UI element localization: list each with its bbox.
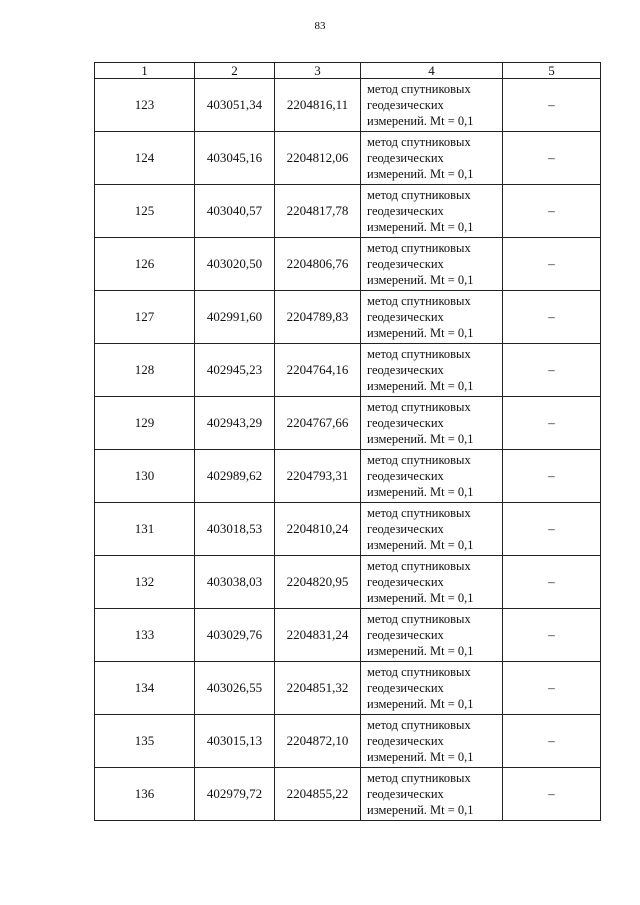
method-line: геодезических — [367, 628, 444, 642]
method-line: метод спутниковых — [367, 241, 471, 255]
y-coordinate-cell: 2204810,24 — [275, 503, 361, 556]
method-line: метод спутниковых — [367, 718, 471, 732]
note-cell: – — [503, 185, 601, 238]
table-row — [95, 79, 601, 132]
point-number-cell: 124 — [95, 132, 195, 185]
y-coordinate-cell: 2204812,06 — [275, 132, 361, 185]
point-number-cell: 123 — [95, 79, 195, 132]
method-line: геодезических — [367, 98, 444, 112]
method-cell — [361, 344, 503, 397]
method-line: измерений. Mt = 0,1 — [367, 432, 474, 446]
method-cell — [361, 556, 503, 609]
method-line: измерений. Mt = 0,1 — [367, 591, 474, 605]
method-cell — [361, 609, 503, 662]
point-number-cell: 129 — [95, 397, 195, 450]
method-line: геодезических — [367, 734, 444, 748]
method-line: метод спутниковых — [367, 294, 471, 308]
note-cell: – — [503, 291, 601, 344]
table-row — [95, 397, 601, 450]
method-line: измерений. Mt = 0,1 — [367, 273, 474, 287]
header-col-1: 1 — [95, 63, 195, 79]
method-cell — [361, 768, 503, 821]
x-coordinate-cell: 403015,13 — [195, 715, 275, 768]
method-line: геодезических — [367, 522, 444, 536]
table-row — [95, 503, 601, 556]
page-number: 83 — [314, 20, 326, 32]
y-coordinate-cell: 2204855,22 — [275, 768, 361, 821]
y-coordinate-cell: 2204851,32 — [275, 662, 361, 715]
method-line: измерений. Mt = 0,1 — [367, 750, 474, 764]
point-number-cell: 134 — [95, 662, 195, 715]
method-line: геодезических — [367, 575, 444, 589]
note-cell: – — [503, 132, 601, 185]
note-cell: – — [503, 79, 601, 132]
x-coordinate-cell: 403045,16 — [195, 132, 275, 185]
y-coordinate-cell: 2204820,95 — [275, 556, 361, 609]
method-line: метод спутниковых — [367, 135, 471, 149]
header-col-3: 3 — [275, 63, 361, 79]
point-number-cell: 136 — [95, 768, 195, 821]
note-cell: – — [503, 556, 601, 609]
method-line: геодезических — [367, 204, 444, 218]
point-number-cell: 127 — [95, 291, 195, 344]
note-cell: – — [503, 503, 601, 556]
method-line: измерений. Mt = 0,1 — [367, 167, 474, 181]
method-line: измерений. Mt = 0,1 — [367, 220, 474, 234]
y-coordinate-cell: 2204793,31 — [275, 450, 361, 503]
method-line: измерений. Mt = 0,1 — [367, 697, 474, 711]
table-row — [95, 132, 601, 185]
point-number-cell: 135 — [95, 715, 195, 768]
point-number-cell: 126 — [95, 238, 195, 291]
method-line: метод спутниковых — [367, 400, 471, 414]
x-coordinate-cell: 403029,76 — [195, 609, 275, 662]
note-cell: – — [503, 715, 601, 768]
method-cell — [361, 397, 503, 450]
table-header — [95, 63, 601, 79]
table-body — [95, 79, 601, 821]
table-row — [95, 291, 601, 344]
method-line: измерений. Mt = 0,1 — [367, 485, 474, 499]
x-coordinate-cell: 403040,57 — [195, 185, 275, 238]
table-row — [95, 715, 601, 768]
y-coordinate-cell: 2204789,83 — [275, 291, 361, 344]
table-row — [95, 609, 601, 662]
method-line: геодезических — [367, 469, 444, 483]
method-cell — [361, 238, 503, 291]
header-col-2: 2 — [195, 63, 275, 79]
point-number-cell: 128 — [95, 344, 195, 397]
table-row — [95, 185, 601, 238]
table-row — [95, 450, 601, 503]
method-line: метод спутниковых — [367, 82, 471, 96]
method-cell — [361, 132, 503, 185]
method-line: геодезических — [367, 151, 444, 165]
note-cell: – — [503, 662, 601, 715]
header-row — [95, 63, 601, 79]
method-line: измерений. Mt = 0,1 — [367, 114, 474, 128]
y-coordinate-cell: 2204806,76 — [275, 238, 361, 291]
x-coordinate-cell: 402989,62 — [195, 450, 275, 503]
x-coordinate-cell: 403038,03 — [195, 556, 275, 609]
x-coordinate-cell: 402979,72 — [195, 768, 275, 821]
table-row — [95, 238, 601, 291]
method-line: измерений. Mt = 0,1 — [367, 326, 474, 340]
method-line: метод спутниковых — [367, 188, 471, 202]
point-number-cell: 131 — [95, 503, 195, 556]
method-cell — [361, 79, 503, 132]
method-line: метод спутниковых — [367, 665, 471, 679]
method-line: измерений. Mt = 0,1 — [367, 644, 474, 658]
method-cell — [361, 662, 503, 715]
note-cell: – — [503, 609, 601, 662]
method-line: метод спутниковых — [367, 347, 471, 361]
method-line: измерений. Mt = 0,1 — [367, 379, 474, 393]
point-number-cell: 125 — [95, 185, 195, 238]
method-line: геодезических — [367, 416, 444, 430]
method-line: геодезических — [367, 363, 444, 377]
x-coordinate-cell: 403020,50 — [195, 238, 275, 291]
y-coordinate-cell: 2204831,24 — [275, 609, 361, 662]
method-line: метод спутниковых — [367, 559, 471, 573]
method-line: измерений. Mt = 0,1 — [367, 538, 474, 552]
method-cell — [361, 503, 503, 556]
y-coordinate-cell: 2204817,78 — [275, 185, 361, 238]
method-cell — [361, 291, 503, 344]
point-number-cell: 130 — [95, 450, 195, 503]
method-cell — [361, 450, 503, 503]
x-coordinate-cell: 402991,60 — [195, 291, 275, 344]
method-line: метод спутниковых — [367, 771, 471, 785]
x-coordinate-cell: 402945,23 — [195, 344, 275, 397]
method-line: метод спутниковых — [367, 612, 471, 626]
coordinates-table — [94, 62, 601, 821]
note-cell: – — [503, 238, 601, 291]
table-row — [95, 556, 601, 609]
method-line: геодезических — [367, 681, 444, 695]
x-coordinate-cell: 402943,29 — [195, 397, 275, 450]
method-cell — [361, 185, 503, 238]
header-col-4: 4 — [361, 63, 503, 79]
method-line: геодезических — [367, 310, 444, 324]
x-coordinate-cell: 403026,55 — [195, 662, 275, 715]
x-coordinate-cell: 403051,34 — [195, 79, 275, 132]
point-number-cell: 133 — [95, 609, 195, 662]
header-col-5: 5 — [503, 63, 601, 79]
table-row — [95, 768, 601, 821]
table-row — [95, 344, 601, 397]
method-line: метод спутниковых — [367, 506, 471, 520]
y-coordinate-cell: 2204816,11 — [275, 79, 361, 132]
note-cell: – — [503, 450, 601, 503]
note-cell: – — [503, 344, 601, 397]
method-line: геодезических — [367, 787, 444, 801]
y-coordinate-cell: 2204872,10 — [275, 715, 361, 768]
y-coordinate-cell: 2204767,66 — [275, 397, 361, 450]
method-line: геодезических — [367, 257, 444, 271]
x-coordinate-cell: 403018,53 — [195, 503, 275, 556]
note-cell: – — [503, 397, 601, 450]
method-line: метод спутниковых — [367, 453, 471, 467]
y-coordinate-cell: 2204764,16 — [275, 344, 361, 397]
table-row — [95, 662, 601, 715]
method-cell — [361, 715, 503, 768]
note-cell: – — [503, 768, 601, 821]
point-number-cell: 132 — [95, 556, 195, 609]
method-line: измерений. Mt = 0,1 — [367, 803, 474, 817]
